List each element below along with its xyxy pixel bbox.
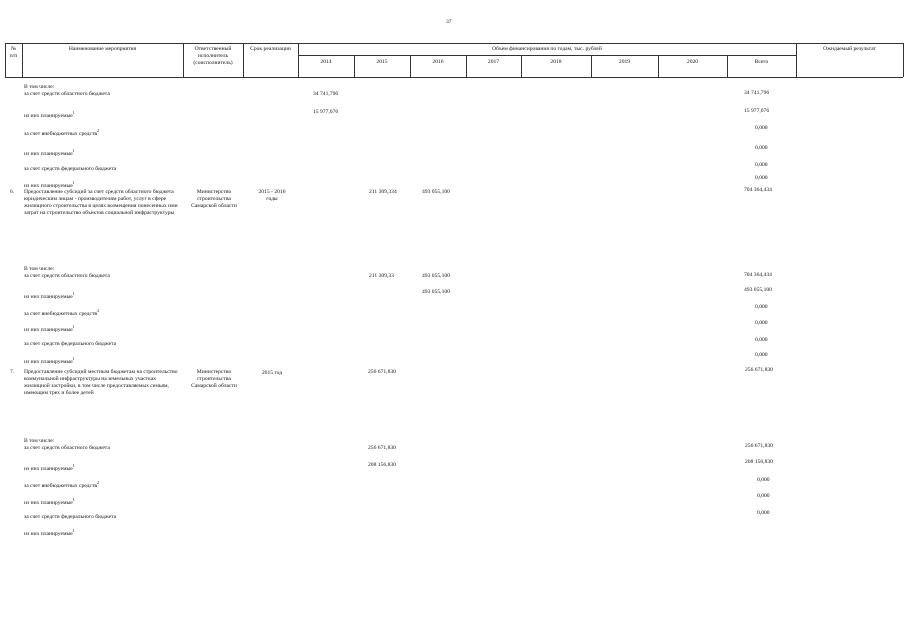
- page-number: 37: [446, 19, 452, 25]
- year-2019: 2019: [618, 59, 631, 65]
- row-responsible: Министерство строительства Самарской области: [191, 369, 237, 390]
- row-value-total: 0,000: [757, 477, 770, 483]
- year-2020: 2020: [686, 59, 699, 65]
- row-value-2014: 15 977,076: [313, 109, 339, 115]
- row-label: из них планируемые$^1$: [24, 180, 75, 189]
- header-financing: Объем финансирования по годам, тыс. рублей: [492, 46, 602, 52]
- row-label: из них планируемые$^1$: [24, 110, 75, 119]
- row-value-total: 493 055,100: [744, 287, 772, 293]
- row-value-2015: 208 156,830: [368, 462, 396, 468]
- row-value-2015: 256 671,830: [368, 369, 396, 375]
- row-label: Предоставление субсидий за счет средств областного бюджета юридическим лицам - производителям работ, услуг в сфере жилищного строительства в целях возмещения понесенных ими затрат на строительство объектов социальной инфраструктуры: [24, 189, 178, 217]
- row-label: за счет средств федерального бюджета: [24, 166, 117, 172]
- row-label: В том числе: за счет средств областного бюджета: [24, 84, 110, 98]
- header-term: Срок реализации: [250, 46, 291, 52]
- row-label: из них планируемые$^1$: [24, 291, 75, 300]
- row-value-total: 0,000: [757, 493, 770, 499]
- row-value-total: 704 364,434: [744, 272, 772, 278]
- row-label: за счет внебюджетных средств$^2$: [24, 480, 100, 489]
- row-number: 7.: [10, 369, 15, 375]
- row-value-2015: 211 309,33: [369, 273, 394, 279]
- row-value-total: 0,000: [755, 337, 768, 343]
- year-2014: 2014: [320, 59, 332, 65]
- row-value-total: 15 977,076: [744, 108, 770, 114]
- row-value-total: 0,000: [755, 145, 768, 151]
- row-label: из них планируемые$^1$: [24, 356, 75, 365]
- header-num: № п/п: [9, 46, 18, 59]
- row-value-total: 34 741,796: [744, 90, 770, 96]
- year-2018: 2018: [550, 59, 562, 65]
- row-number: 6.: [10, 189, 15, 195]
- row-value-2016: 493 055,100: [422, 189, 450, 195]
- row-label: из них планируемые$^1$: [24, 497, 75, 506]
- row-value-2015: 256 671,830: [368, 445, 396, 451]
- year-2015: 2015: [376, 59, 388, 65]
- row-label: В том числе: за счет средств областного бюджета: [24, 438, 110, 452]
- row-label: за счет средств федерального бюджета: [24, 341, 117, 347]
- row-value-total: 704 364,434: [744, 187, 772, 193]
- row-label: за счет внебюджетных средств$^2$: [24, 128, 100, 137]
- row-term: 2015 - 2016 годы: [258, 189, 286, 203]
- row-value-total: 0,000: [755, 162, 768, 168]
- row-value-total: 0,000: [755, 352, 768, 358]
- row-value-total: 0,000: [755, 304, 768, 310]
- header-responsible: Ответственный исполнитель (соисполнитель): [193, 46, 233, 66]
- row-value-total: 0,000: [757, 510, 770, 516]
- year-2017: 2017: [487, 59, 500, 65]
- row-term: 2015 год: [261, 370, 283, 376]
- row-responsible: Министерство строительства Самарской области: [191, 189, 237, 210]
- row-value-total: 256 671,830: [745, 443, 773, 449]
- row-label: из них планируемые$^1$: [24, 528, 75, 537]
- row-value-total: 0,000: [755, 175, 768, 181]
- row-value-total: 256 671,830: [745, 367, 773, 373]
- year-total: Всего: [754, 59, 769, 65]
- row-value-2015: 211 309,334: [369, 189, 397, 195]
- row-label: за счет средств федерального бюджета: [24, 514, 117, 520]
- row-label: из них планируемые$^1$: [24, 324, 75, 333]
- row-label: из них планируемые$^1$: [24, 463, 75, 472]
- row-label: за счет внебюджетных средств$^2$: [24, 308, 100, 317]
- row-value-2016: 493 055,100: [422, 273, 450, 279]
- header-result: Ожидаемый результат: [823, 46, 876, 52]
- row-label: В том числе: за счет средств областного бюджета: [24, 266, 110, 280]
- row-value-2014: 34 741,796: [313, 91, 339, 97]
- row-value-total: 0,000: [755, 125, 768, 131]
- header-name: Наименование мероприятия: [68, 46, 137, 52]
- row-label: из них планируемые$^1$: [24, 148, 75, 157]
- row-value-total: 0,000: [755, 320, 768, 326]
- year-2016: 2016: [432, 59, 444, 65]
- row-label: Предоставление субсидий местным бюджетам на строительство коммунальной инфраструктуры на земельных участках жилищной застройки, в том числе предоставляемых семьям, имеющим трех и более детей: [24, 369, 178, 397]
- row-value-2016: 493 055,100: [422, 289, 450, 295]
- row-value-total: 208 156,830: [745, 459, 773, 465]
